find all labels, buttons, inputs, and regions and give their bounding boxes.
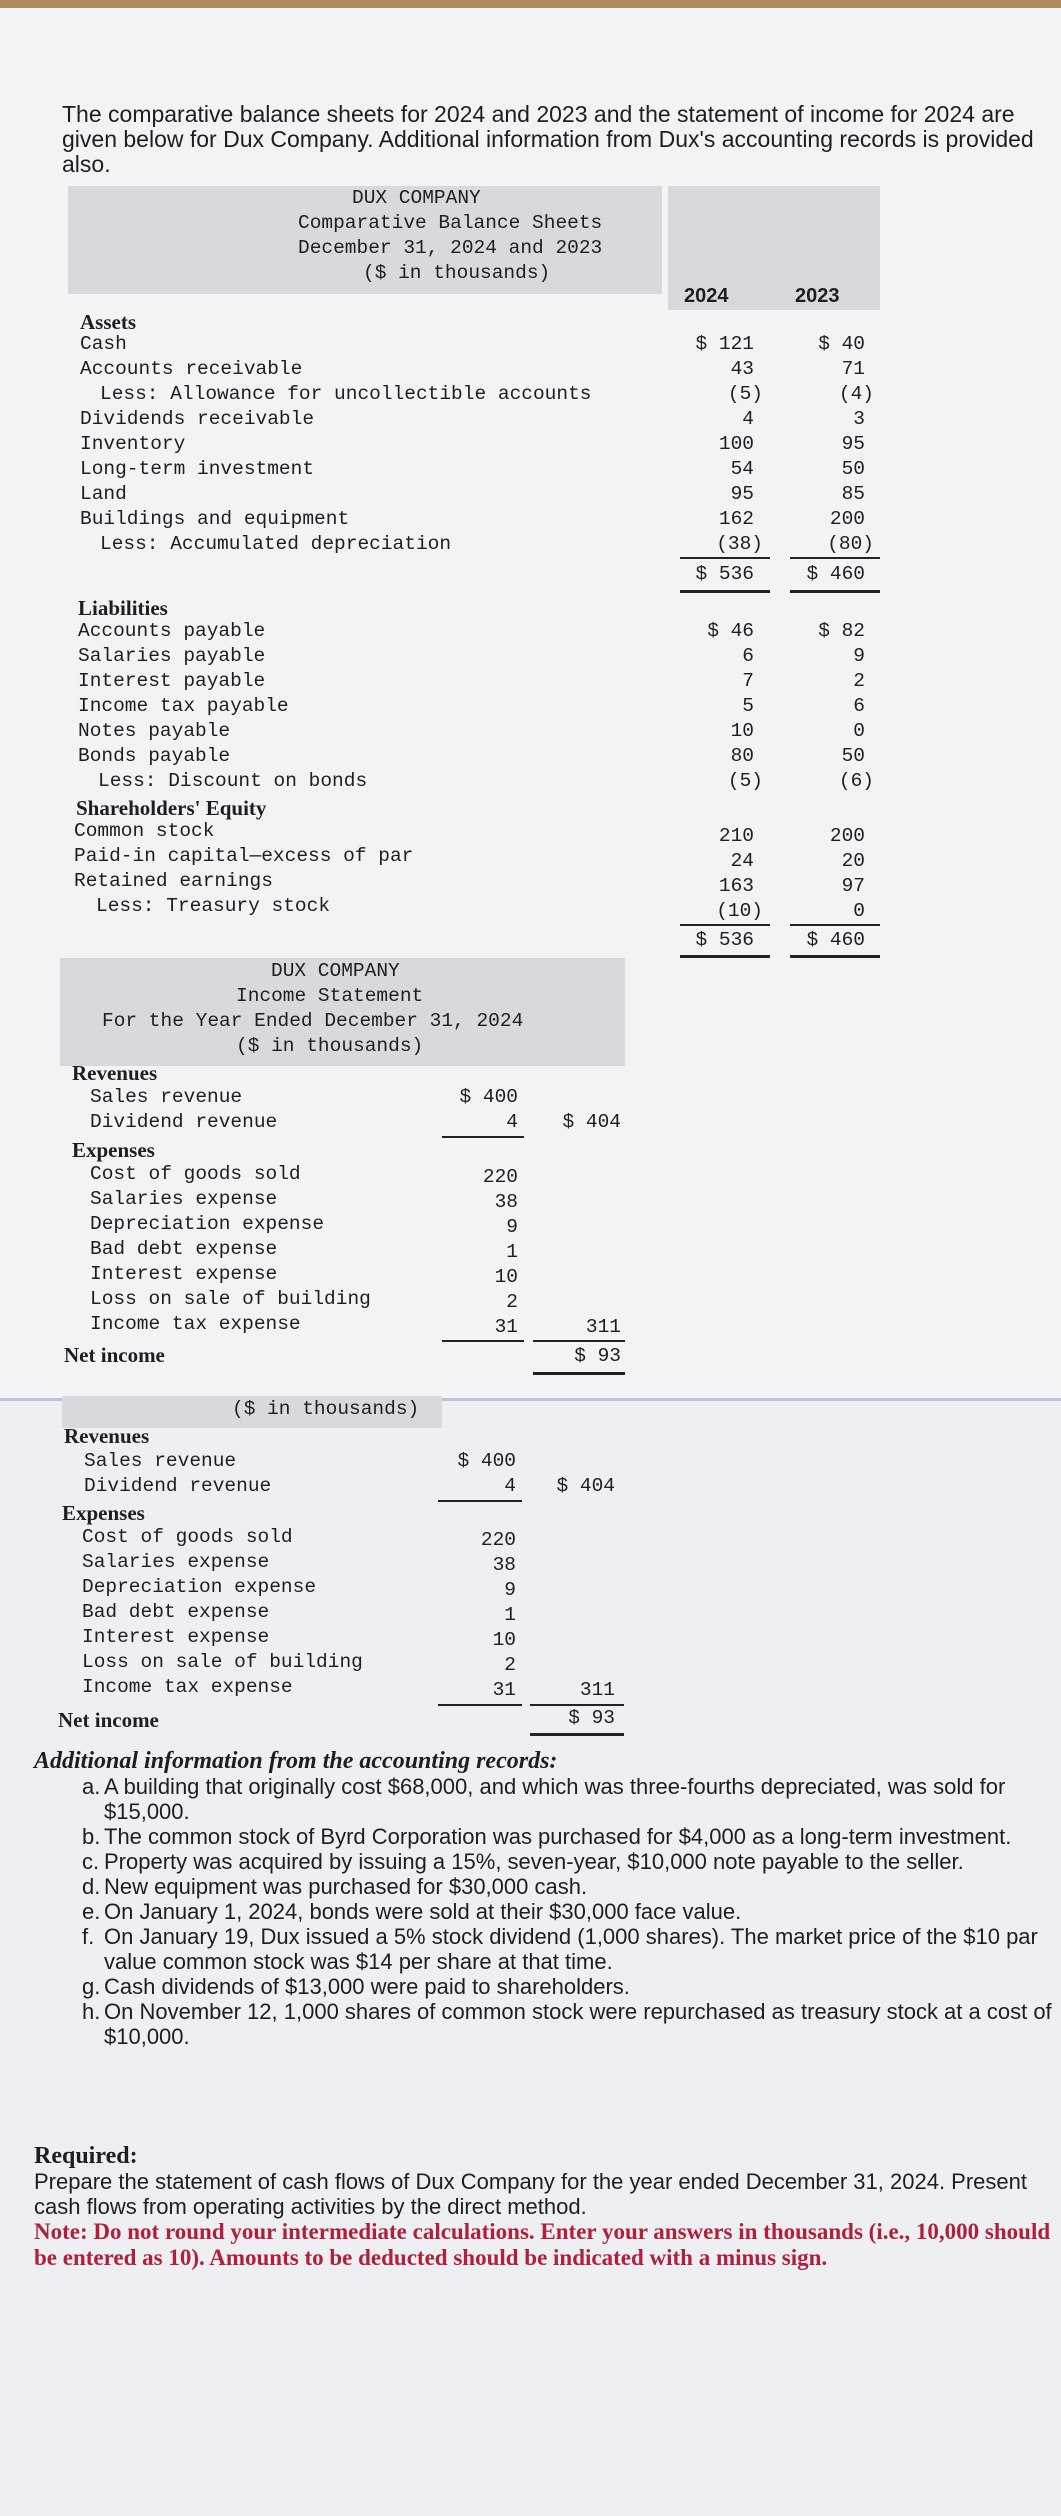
- asset-label: Buildings and equipment: [80, 508, 350, 530]
- info-item: a. A building that originally cost $68,000, and which was three-fourths depreciated, was sold for $15,000.: [82, 1774, 1006, 1824]
- net-income: $ 93: [574, 1345, 621, 1367]
- required-text: Prepare the statement of cash flows of Dux Company for the year ended December 31, 2024. Present cash flows from operating activities by the direct method.: [34, 2169, 1027, 2219]
- asset-label: Long-term investment: [80, 458, 315, 480]
- asset-2023: 50: [841, 458, 865, 480]
- is2-expense-amount: 38: [492, 1554, 516, 1576]
- top-edge: [0, 0, 1061, 8]
- equity-label: Common stock: [74, 820, 215, 842]
- asset-label: Accounts receivable: [80, 358, 303, 380]
- asset-label: Less: Allowance for uncollectible accounts: [100, 383, 592, 405]
- equity-2023: 20: [841, 850, 865, 872]
- asset-2024: 162: [718, 508, 754, 530]
- revenue-amount: 4: [506, 1111, 518, 1133]
- asset-2023: $ 40: [818, 333, 865, 355]
- required-title: Required:: [34, 2143, 138, 2169]
- equity-2024: 24: [730, 850, 754, 872]
- is2-expense-label: Income tax expense: [82, 1676, 293, 1698]
- asset-2023: 95: [841, 433, 865, 455]
- net-income-label: Net income: [64, 1343, 165, 1367]
- liability-2024: $ 46: [707, 620, 754, 642]
- liability-2024: 80: [730, 745, 754, 767]
- is2-expense-amount: 9: [504, 1579, 516, 1601]
- assets-total-2024: $ 536: [695, 563, 754, 585]
- liability-label: Salaries payable: [78, 645, 266, 667]
- is2-expense-label: Depreciation expense: [82, 1576, 317, 1598]
- is2-expenses-total: 311: [579, 1679, 615, 1701]
- is-company: DUX COMPANY: [271, 960, 400, 982]
- liability-label: Income tax payable: [78, 695, 289, 717]
- asset-2023: 200: [829, 508, 865, 530]
- liability-2024: (5): [727, 770, 763, 792]
- is2-revenues-heading: Revenues: [64, 1424, 150, 1448]
- is2-expense-label: Salaries expense: [82, 1551, 270, 1573]
- liability-2024: 5: [742, 695, 754, 717]
- expenses-heading: Expenses: [72, 1138, 155, 1162]
- is2-expense-label: Bad debt expense: [82, 1601, 270, 1623]
- is2-expense-label: Interest expense: [82, 1626, 270, 1648]
- expense-label: Cost of goods sold: [90, 1163, 301, 1185]
- is-units: ($ in thousands): [236, 1035, 424, 1057]
- liability-label: Bonds payable: [78, 745, 231, 767]
- revenues-heading: Revenues: [72, 1061, 158, 1085]
- liability-2023: 9: [853, 645, 865, 667]
- asset-2024: 95: [730, 483, 754, 505]
- equity-label: Retained earnings: [74, 870, 273, 892]
- asset-2024: (5): [727, 383, 763, 405]
- expense-label: Depreciation expense: [90, 1213, 325, 1235]
- required-section: [34, 2144, 1054, 2271]
- asset-label: Cash: [80, 333, 127, 355]
- equity-2024: (10): [716, 900, 763, 922]
- expense-label: Loss on sale of building: [90, 1288, 371, 1310]
- is2-expense-amount: 10: [492, 1629, 516, 1651]
- is-title: Income Statement: [236, 985, 424, 1007]
- is2-units: ($ in thousands): [232, 1398, 420, 1420]
- asset-2023: 3: [853, 408, 865, 430]
- asset-2023: (4): [838, 383, 874, 405]
- asset-label: Dividends receivable: [80, 408, 315, 430]
- revenue-amount: $ 400: [459, 1086, 518, 1108]
- asset-2024: (38): [716, 533, 763, 555]
- liability-label: Accounts payable: [78, 620, 266, 642]
- expense-label: Income tax expense: [90, 1313, 301, 1335]
- bs-year-2023: 2023: [795, 285, 840, 307]
- expense-amount: 31: [494, 1316, 518, 1338]
- bs-year-2024: 2024: [684, 285, 729, 307]
- info-item: c. Property was acquired by issuing a 15%, seven-year, $10,000 note payable to the seller.: [82, 1849, 964, 1874]
- liability-2023: (6): [838, 770, 874, 792]
- expense-label: Salaries expense: [90, 1188, 278, 1210]
- liability-2023: 2: [853, 670, 865, 692]
- equity-2023: 0: [853, 900, 865, 922]
- asset-2023: (80): [827, 533, 874, 555]
- equity-label: Paid-in capital—excess of par: [74, 845, 414, 867]
- is2-expense-amount: 31: [492, 1679, 516, 1701]
- asset-label: Land: [80, 483, 127, 505]
- le-total-2024: $ 536: [695, 929, 754, 951]
- expense-label: Bad debt expense: [90, 1238, 278, 1260]
- le-total-2023: $ 460: [806, 929, 865, 951]
- bs-units: ($ in thousands): [363, 262, 551, 284]
- bs-company: DUX COMPANY: [352, 187, 481, 209]
- is2-expense-amount: 220: [480, 1529, 516, 1551]
- info-item: e. On January 1, 2024, bonds were sold at their $30,000 face value.: [82, 1899, 742, 1924]
- expense-amount: 220: [482, 1166, 518, 1188]
- is2-expense-label: Loss on sale of building: [82, 1651, 363, 1673]
- assets-heading: Assets: [80, 310, 136, 334]
- is2-revenue-label: Dividend revenue: [84, 1475, 272, 1497]
- info-item: h. On November 12, 1,000 shares of common stock were repurchased as treasury stock at a cost of $10,000.: [82, 1999, 1052, 2049]
- liability-2024: 10: [730, 720, 754, 742]
- asset-label: Less: Accumulated depreciation: [100, 533, 452, 555]
- info-item: g. Cash dividends of $13,000 were paid to shareholders.: [82, 1974, 630, 1999]
- liabilities-heading: Liabilities: [78, 596, 168, 620]
- asset-2024: 100: [718, 433, 754, 455]
- required-note: Note: Do not round your intermediate calculations. Enter your answers in thousands (i.e., 10,000 should be entered as 10). Amounts to be deducted should be indicated with a minus sign.: [34, 2219, 1051, 2270]
- revenue-label: Sales revenue: [90, 1086, 243, 1108]
- liability-2023: $ 82: [818, 620, 865, 642]
- is2-expense-amount: 1: [504, 1604, 516, 1626]
- expense-label: Interest expense: [90, 1263, 278, 1285]
- assets-total-2023: $ 460: [806, 563, 865, 585]
- equity-2023: 200: [829, 825, 865, 847]
- is2-expense-amount: 2: [504, 1654, 516, 1676]
- revenues-total: $ 404: [562, 1111, 621, 1133]
- equity-2023: 97: [841, 875, 865, 897]
- asset-2023: 71: [841, 358, 865, 380]
- expense-amount: 2: [506, 1291, 518, 1313]
- liability-2023: 50: [841, 745, 865, 767]
- revenue-label: Dividend revenue: [90, 1111, 278, 1133]
- additional-title: Additional information from the accounting records:: [34, 1748, 558, 1774]
- liability-2023: 0: [853, 720, 865, 742]
- is2-revenues-total: $ 404: [556, 1475, 615, 1497]
- is2-expenses-heading: Expenses: [62, 1501, 145, 1525]
- liability-label: Less: Discount on bonds: [98, 770, 368, 792]
- expense-amount: 9: [506, 1216, 518, 1238]
- liability-2024: 6: [742, 645, 754, 667]
- is-period: For the Year Ended December 31, 2024: [102, 1010, 524, 1032]
- equity-2024: 163: [718, 875, 754, 897]
- asset-2024: 43: [730, 358, 754, 380]
- bs-title: Comparative Balance Sheets: [298, 212, 603, 234]
- is2-revenue-amount: $ 400: [457, 1450, 516, 1472]
- bs-date: December 31, 2024 and 2023: [298, 237, 603, 259]
- asset-2023: 85: [841, 483, 865, 505]
- expenses-total: 311: [585, 1316, 621, 1338]
- asset-2024: 54: [730, 458, 754, 480]
- asset-label: Inventory: [80, 433, 186, 455]
- asset-2024: $ 121: [695, 333, 754, 355]
- asset-2024: 4: [742, 408, 754, 430]
- info-item: b. The common stock of Byrd Corporation was purchased for $4,000 as a long-term investment.: [82, 1824, 1012, 1849]
- is2-expense-label: Cost of goods sold: [82, 1526, 293, 1548]
- additional-info: [34, 1749, 1054, 2049]
- liability-2023: 6: [853, 695, 865, 717]
- equity-2024: 210: [718, 825, 754, 847]
- liability-label: Interest payable: [78, 670, 266, 692]
- is2-net-income: $ 93: [568, 1707, 615, 1729]
- intro-text: The comparative balance sheets for 2024 and 2023 and the statement of income for 2024 are given below for Dux Company. Additional information from Dux's accounting records is provided also.: [62, 101, 1034, 177]
- is2-revenue-label: Sales revenue: [84, 1450, 237, 1472]
- expense-amount: 10: [494, 1266, 518, 1288]
- expense-amount: 1: [506, 1241, 518, 1263]
- expense-amount: 38: [494, 1191, 518, 1213]
- is2-revenue-amount: 4: [504, 1475, 516, 1497]
- liability-2024: 7: [742, 670, 754, 692]
- liability-label: Notes payable: [78, 720, 231, 742]
- equity-heading: Shareholders' Equity: [76, 796, 267, 820]
- equity-label: Less: Treasury stock: [96, 895, 331, 917]
- info-item: d. New equipment was purchased for $30,000 cash.: [82, 1874, 588, 1899]
- is2-net-income-label: Net income: [58, 1708, 159, 1732]
- info-item: f. On January 19, Dux issued a 5% stock dividend (1,000 shares). The market price of the $10 par value common stock was $14 per share at that time.: [82, 1924, 1038, 1974]
